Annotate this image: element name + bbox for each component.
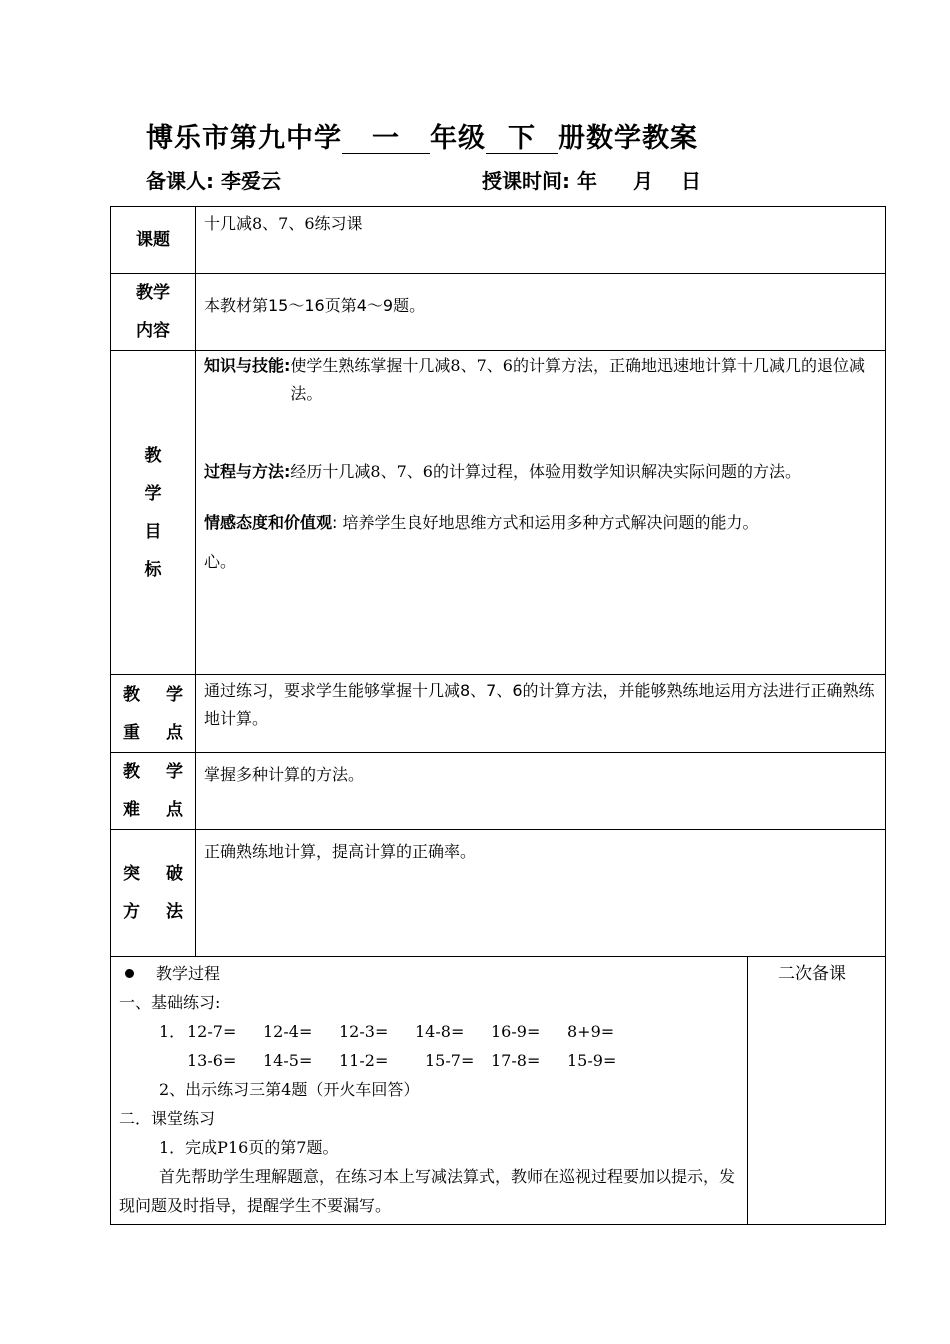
- difficult-char2: 学: [166, 762, 183, 782]
- goal-process-label: 过程与方法:: [204, 462, 291, 481]
- key-char3: 重: [123, 722, 140, 743]
- lesson-info-table: [110, 206, 886, 957]
- content-label: [111, 274, 196, 351]
- key-label: [111, 675, 196, 753]
- goal-process-text: 经历十几减8、7、6的计算过程，体验用数学知识解决实际问题的方法。: [290, 462, 801, 481]
- preparer-line: [146, 165, 281, 194]
- process-table: [110, 956, 886, 1225]
- item-guidance: 首先帮助学生理解题意，在练习本上写减法算式，教师在巡视过程要加以提示，发现问题及时指导，提醒学生不要漏写。: [119, 1167, 736, 1215]
- page-title: [146, 116, 698, 155]
- exercise: 12-4=: [263, 1022, 313, 1041]
- key-value: 通过练习，要求学生能够掌握十几减8、7、6的计算方法，并能够熟练地运用方法进行正确熟练地计算。: [196, 675, 886, 753]
- method-char3: 方: [123, 902, 140, 922]
- goal-knowledge-text: 使学生熟练掌握十几减8、7、6的计算方法，正确地迅速地计算十几减几的退位减法。: [290, 356, 865, 403]
- time-label: 授课时间:: [482, 169, 570, 193]
- topic-label: 课题: [111, 207, 196, 274]
- grade-suffix: 年级: [430, 123, 486, 154]
- key-char2: 学: [166, 684, 183, 705]
- item-train: 2、出示练习三第4题（开火车回答）: [159, 1080, 420, 1099]
- method-label: [111, 830, 196, 957]
- key-char4: 点: [166, 722, 183, 743]
- time-line: [482, 165, 701, 194]
- difficult-label-line2: [111, 791, 195, 829]
- exercise: 8+9=: [567, 1022, 615, 1041]
- exercise-row-1: [119, 1017, 739, 1046]
- goal-knowledge: [204, 352, 875, 408]
- difficult-char1: 教: [123, 762, 140, 782]
- preparer-name: 李爱云: [220, 169, 281, 193]
- method-char1: 突: [123, 864, 140, 884]
- volume-blank: 下: [486, 125, 558, 154]
- content-label-line2: 内容: [136, 321, 170, 341]
- school-name: 博乐市第九中学: [146, 123, 342, 154]
- exercise-row-2: [119, 1046, 739, 1075]
- method-value: 正确熟练地计算，提高计算的正确率。: [196, 830, 886, 957]
- goal-emotion-label: 情感态度和价值观: [204, 513, 333, 532]
- key-char1: 教: [123, 684, 140, 705]
- exercise: 12-3=: [339, 1022, 389, 1041]
- year-label: 年: [576, 169, 597, 193]
- exercise: 16-9=: [491, 1022, 541, 1041]
- method-char2: 破: [166, 864, 183, 884]
- key-label-line1: [111, 676, 195, 714]
- volume-suffix: 册数学教案: [558, 123, 698, 154]
- difficult-char3: 难: [123, 800, 140, 820]
- key-row: [111, 675, 886, 753]
- bullet-icon: [125, 969, 134, 978]
- difficult-row: [111, 753, 886, 830]
- month-label: 月: [632, 169, 653, 193]
- goals-value: [196, 351, 886, 675]
- exercise: 14-5=: [263, 1051, 313, 1070]
- key-label-line2: [111, 714, 195, 752]
- day-label: 日: [680, 169, 701, 193]
- difficult-char4: 点: [166, 800, 183, 820]
- goals-label-3: 目: [144, 521, 162, 542]
- section-basic: 一、基础练习:: [119, 993, 221, 1012]
- method-label-line1: [111, 855, 195, 893]
- method-row: [111, 830, 886, 957]
- method-char4: 法: [166, 902, 183, 922]
- goal-knowledge-label: 知识与技能:: [204, 356, 291, 375]
- second-prep-column: [748, 957, 886, 1225]
- process-row: [111, 957, 886, 1225]
- goals-label-4: 标: [144, 559, 162, 580]
- content-label-line1: 教学: [136, 283, 170, 303]
- topic-value: 十几减8、7、6练习课: [196, 207, 886, 274]
- process-content: [111, 957, 748, 1225]
- goal-emotion-extra: 心。: [204, 552, 237, 571]
- exercise: 11-2=: [339, 1051, 389, 1070]
- difficult-label-line1: [111, 753, 195, 791]
- goals-label-1: 教: [144, 445, 162, 466]
- difficult-value: 掌握多种计算的方法。: [196, 753, 886, 830]
- process-heading-text: 教学过程: [156, 964, 221, 983]
- goal-process: [204, 458, 875, 486]
- exercise: 15-9=: [567, 1051, 617, 1070]
- process-heading: [119, 959, 739, 988]
- method-label-line2: [111, 893, 195, 931]
- exercise: 14-8=: [415, 1022, 465, 1041]
- goals-label-2: 学: [144, 483, 162, 504]
- exercise: 13-6=: [187, 1051, 237, 1070]
- goals-label: [111, 351, 196, 675]
- grade-blank: 一: [342, 125, 430, 154]
- goal-emotion: [204, 508, 875, 538]
- item-p16: 1．完成P16页的第7题。: [159, 1138, 339, 1157]
- goals-row: [111, 351, 886, 675]
- difficult-label: [111, 753, 196, 830]
- goal-emotion-text: : 培养学生良好地思维方式和运用多种方式解决问题的能力。: [332, 513, 759, 532]
- exercise-row-1-num: 1．: [159, 1022, 186, 1041]
- exercise: 15-7=: [425, 1051, 475, 1070]
- content-value: 本教材第15～16页第4～9题。: [196, 274, 886, 351]
- topic-row: [111, 207, 886, 274]
- exercise: 12-7=: [187, 1022, 237, 1041]
- preparer-label: 备课人:: [146, 169, 214, 193]
- exercise: 17-8=: [491, 1051, 541, 1070]
- section-class: 二．课堂练习: [119, 1109, 216, 1128]
- content-row: [111, 274, 886, 351]
- second-prep-heading: 二次备课: [778, 964, 846, 984]
